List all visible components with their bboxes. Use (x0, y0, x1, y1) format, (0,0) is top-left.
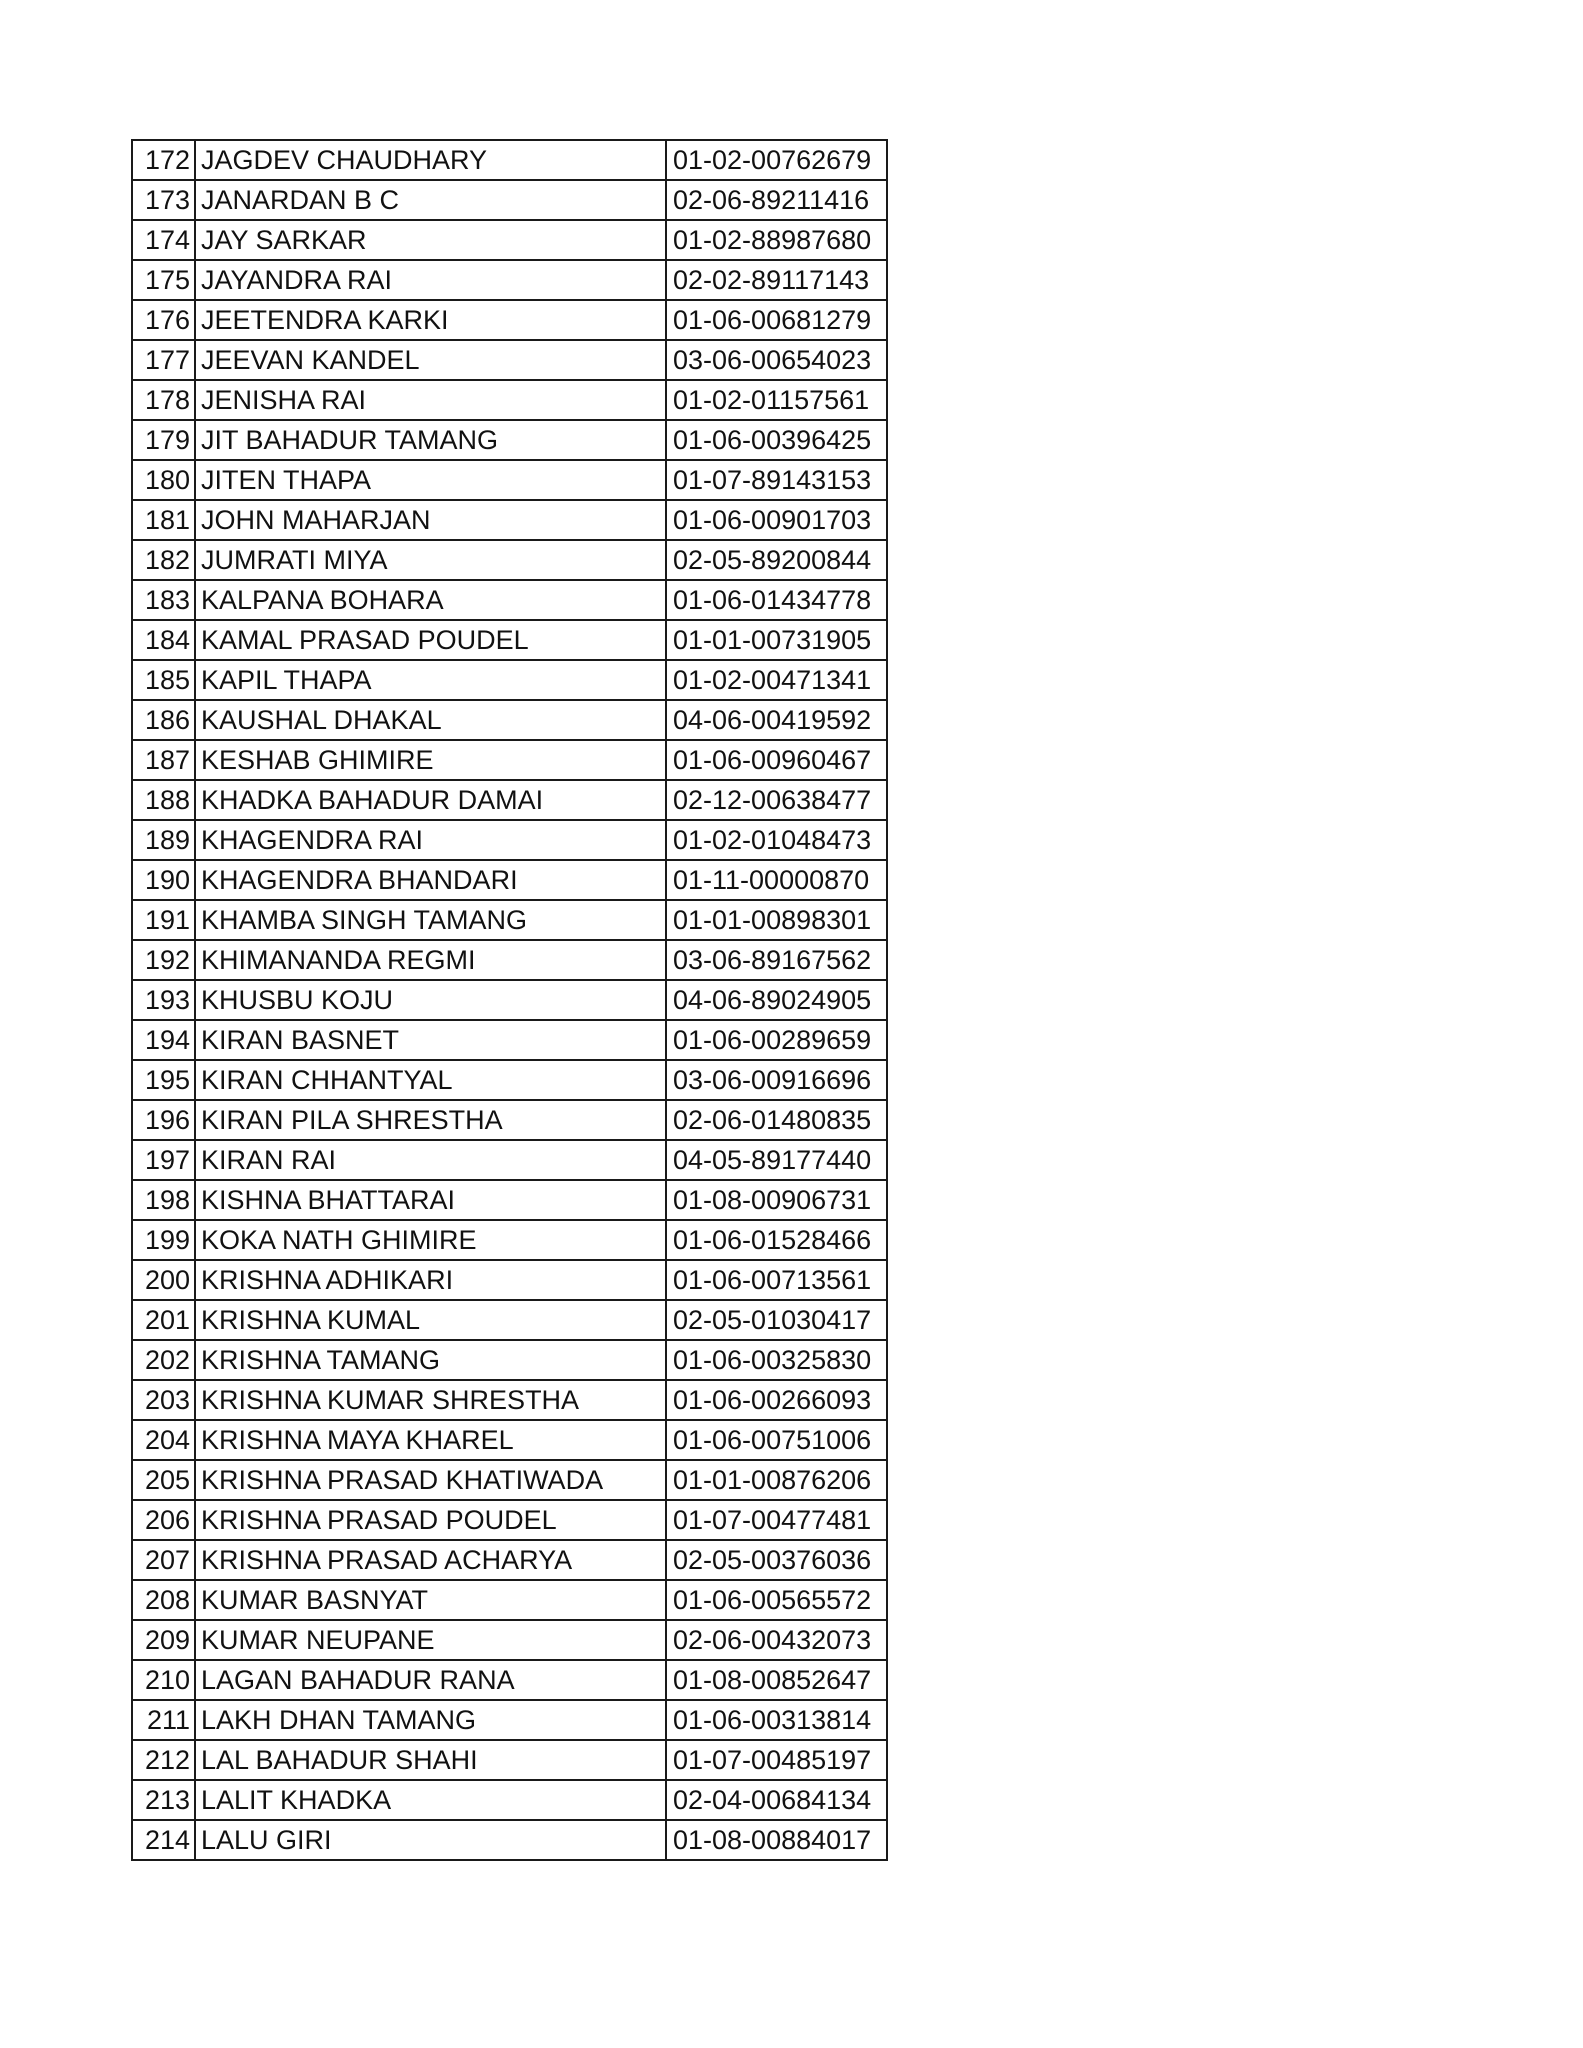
table-row (132, 1300, 887, 1340)
serial-number-cell: 201 (132, 1300, 195, 1340)
name-cell: KRISHNA KUMAL (195, 1300, 666, 1340)
table-row (132, 1340, 887, 1380)
table-row (132, 1460, 887, 1500)
serial-number-cell: 182 (132, 540, 195, 580)
table-row (132, 420, 887, 460)
table-row (132, 140, 887, 180)
id-number-cell: 01-06-00681279 (666, 300, 887, 340)
table-row (132, 820, 887, 860)
name-cell: KISHNA BHATTARAI (195, 1180, 666, 1220)
name-cell: JUMRATI MIYA (195, 540, 666, 580)
table-row (132, 300, 887, 340)
id-number-cell: 01-06-00713561 (666, 1260, 887, 1300)
serial-number-cell: 211 (132, 1700, 195, 1740)
table-row (132, 1420, 887, 1460)
name-cell: LAKH DHAN TAMANG (195, 1700, 666, 1740)
name-cell: KESHAB GHIMIRE (195, 740, 666, 780)
table-row (132, 220, 887, 260)
serial-number-cell: 203 (132, 1380, 195, 1420)
id-number-cell: 01-08-00884017 (666, 1820, 887, 1860)
table-row (132, 1220, 887, 1260)
table-row (132, 1780, 887, 1820)
name-cell: KUMAR NEUPANE (195, 1620, 666, 1660)
id-number-cell: 02-02-89117143 (666, 260, 887, 300)
table-row (132, 780, 887, 820)
table-row (132, 460, 887, 500)
serial-number-cell: 198 (132, 1180, 195, 1220)
name-cell: KIRAN RAI (195, 1140, 666, 1180)
serial-number-cell: 205 (132, 1460, 195, 1500)
serial-number-cell: 188 (132, 780, 195, 820)
id-number-cell: 01-06-01528466 (666, 1220, 887, 1260)
table-row (132, 1020, 887, 1060)
name-cell: KHADKA BAHADUR DAMAI (195, 780, 666, 820)
id-number-cell: 02-06-89211416 (666, 180, 887, 220)
id-number-cell: 01-06-00751006 (666, 1420, 887, 1460)
table-row (132, 1180, 887, 1220)
serial-number-cell: 192 (132, 940, 195, 980)
name-cell: JENISHA RAI (195, 380, 666, 420)
id-number-cell: 03-06-00916696 (666, 1060, 887, 1100)
id-number-cell: 02-05-01030417 (666, 1300, 887, 1340)
name-cell: JAY SARKAR (195, 220, 666, 260)
id-number-cell: 01-07-89143153 (666, 460, 887, 500)
table-row (132, 980, 887, 1020)
id-number-cell: 01-06-00325830 (666, 1340, 887, 1380)
serial-number-cell: 186 (132, 700, 195, 740)
name-cell: JAGDEV CHAUDHARY (195, 140, 666, 180)
member-list-body (132, 140, 887, 1860)
serial-number-cell: 212 (132, 1740, 195, 1780)
id-number-cell: 01-01-00876206 (666, 1460, 887, 1500)
serial-number-cell: 176 (132, 300, 195, 340)
name-cell: JITEN THAPA (195, 460, 666, 500)
id-number-cell: 01-07-00485197 (666, 1740, 887, 1780)
id-number-cell: 03-06-00654023 (666, 340, 887, 380)
serial-number-cell: 173 (132, 180, 195, 220)
id-number-cell: 01-01-00898301 (666, 900, 887, 940)
serial-number-cell: 180 (132, 460, 195, 500)
name-cell: KHAGENDRA BHANDARI (195, 860, 666, 900)
id-number-cell: 01-11-00000870 (666, 860, 887, 900)
serial-number-cell: 193 (132, 980, 195, 1020)
member-list-table (131, 139, 888, 1861)
serial-number-cell: 208 (132, 1580, 195, 1620)
name-cell: KRISHNA PRASAD KHATIWADA (195, 1460, 666, 1500)
id-number-cell: 01-02-88987680 (666, 220, 887, 260)
id-number-cell: 04-06-00419592 (666, 700, 887, 740)
serial-number-cell: 213 (132, 1780, 195, 1820)
table-row (132, 860, 887, 900)
serial-number-cell: 187 (132, 740, 195, 780)
name-cell: KAMAL PRASAD POUDEL (195, 620, 666, 660)
serial-number-cell: 191 (132, 900, 195, 940)
name-cell: KHUSBU KOJU (195, 980, 666, 1020)
table-row (132, 340, 887, 380)
table-row (132, 580, 887, 620)
id-number-cell: 02-06-00432073 (666, 1620, 887, 1660)
id-number-cell: 01-06-00266093 (666, 1380, 887, 1420)
serial-number-cell: 214 (132, 1820, 195, 1860)
table-row (132, 660, 887, 700)
serial-number-cell: 174 (132, 220, 195, 260)
id-number-cell: 01-02-01048473 (666, 820, 887, 860)
name-cell: KHIMANANDA REGMI (195, 940, 666, 980)
table-row (132, 260, 887, 300)
serial-number-cell: 189 (132, 820, 195, 860)
serial-number-cell: 172 (132, 140, 195, 180)
id-number-cell: 02-05-89200844 (666, 540, 887, 580)
id-number-cell: 01-06-00313814 (666, 1700, 887, 1740)
id-number-cell: 01-06-00289659 (666, 1020, 887, 1060)
table-row (132, 1820, 887, 1860)
id-number-cell: 01-01-00731905 (666, 620, 887, 660)
table-row (132, 180, 887, 220)
name-cell: LAGAN BAHADUR RANA (195, 1660, 666, 1700)
name-cell: LAL BAHADUR SHAHI (195, 1740, 666, 1780)
name-cell: KRISHNA ADHIKARI (195, 1260, 666, 1300)
table-row (132, 940, 887, 980)
serial-number-cell: 184 (132, 620, 195, 660)
id-number-cell: 01-02-00471341 (666, 660, 887, 700)
serial-number-cell: 190 (132, 860, 195, 900)
id-number-cell: 01-06-00396425 (666, 420, 887, 460)
name-cell: KRISHNA TAMANG (195, 1340, 666, 1380)
table-row (132, 700, 887, 740)
name-cell: KIRAN BASNET (195, 1020, 666, 1060)
table-row (132, 1500, 887, 1540)
name-cell: JEETENDRA KARKI (195, 300, 666, 340)
serial-number-cell: 196 (132, 1100, 195, 1140)
table-row (132, 1540, 887, 1580)
table-row (132, 740, 887, 780)
name-cell: KUMAR BASNYAT (195, 1580, 666, 1620)
id-number-cell: 01-07-00477481 (666, 1500, 887, 1540)
id-number-cell: 01-08-00906731 (666, 1180, 887, 1220)
table-row (132, 1380, 887, 1420)
serial-number-cell: 178 (132, 380, 195, 420)
id-number-cell: 01-06-00960467 (666, 740, 887, 780)
id-number-cell: 02-06-01480835 (666, 1100, 887, 1140)
name-cell: KOKA NATH GHIMIRE (195, 1220, 666, 1260)
serial-number-cell: 206 (132, 1500, 195, 1540)
id-number-cell: 01-02-01157561 (666, 380, 887, 420)
serial-number-cell: 202 (132, 1340, 195, 1380)
id-number-cell: 02-05-00376036 (666, 1540, 887, 1580)
id-number-cell: 04-06-89024905 (666, 980, 887, 1020)
name-cell: JANARDAN B C (195, 180, 666, 220)
id-number-cell: 02-12-00638477 (666, 780, 887, 820)
id-number-cell: 04-05-89177440 (666, 1140, 887, 1180)
table-row (132, 1660, 887, 1700)
name-cell: JEEVAN KANDEL (195, 340, 666, 380)
name-cell: KIRAN PILA SHRESTHA (195, 1100, 666, 1140)
table-row (132, 540, 887, 580)
id-number-cell: 03-06-89167562 (666, 940, 887, 980)
serial-number-cell: 177 (132, 340, 195, 380)
table-row (132, 1100, 887, 1140)
serial-number-cell: 200 (132, 1260, 195, 1300)
name-cell: KRISHNA PRASAD ACHARYA (195, 1540, 666, 1580)
name-cell: LALIT KHADKA (195, 1780, 666, 1820)
name-cell: KIRAN CHHANTYAL (195, 1060, 666, 1100)
serial-number-cell: 179 (132, 420, 195, 460)
serial-number-cell: 207 (132, 1540, 195, 1580)
name-cell: KAPIL THAPA (195, 660, 666, 700)
name-cell: LALU GIRI (195, 1820, 666, 1860)
table-row (132, 1060, 887, 1100)
table-row (132, 1620, 887, 1660)
table-row (132, 1260, 887, 1300)
name-cell: KAUSHAL DHAKAL (195, 700, 666, 740)
name-cell: JIT BAHADUR TAMANG (195, 420, 666, 460)
id-number-cell: 01-02-00762679 (666, 140, 887, 180)
name-cell: KALPANA BOHARA (195, 580, 666, 620)
id-number-cell: 01-06-00901703 (666, 500, 887, 540)
serial-number-cell: 194 (132, 1020, 195, 1060)
id-number-cell: 01-06-00565572 (666, 1580, 887, 1620)
name-cell: KRISHNA KUMAR SHRESTHA (195, 1380, 666, 1420)
serial-number-cell: 209 (132, 1620, 195, 1660)
serial-number-cell: 183 (132, 580, 195, 620)
id-number-cell: 02-04-00684134 (666, 1780, 887, 1820)
name-cell: KHAGENDRA RAI (195, 820, 666, 860)
serial-number-cell: 204 (132, 1420, 195, 1460)
serial-number-cell: 185 (132, 660, 195, 700)
table-row (132, 1700, 887, 1740)
table-row (132, 380, 887, 420)
serial-number-cell: 181 (132, 500, 195, 540)
name-cell: KHAMBA SINGH TAMANG (195, 900, 666, 940)
serial-number-cell: 197 (132, 1140, 195, 1180)
serial-number-cell: 175 (132, 260, 195, 300)
serial-number-cell: 199 (132, 1220, 195, 1260)
name-cell: JAYANDRA RAI (195, 260, 666, 300)
table-row (132, 1140, 887, 1180)
name-cell: JOHN MAHARJAN (195, 500, 666, 540)
id-number-cell: 01-06-01434778 (666, 580, 887, 620)
table-row (132, 620, 887, 660)
serial-number-cell: 210 (132, 1660, 195, 1700)
table-row (132, 1740, 887, 1780)
table-row (132, 900, 887, 940)
serial-number-cell: 195 (132, 1060, 195, 1100)
table-row (132, 1580, 887, 1620)
id-number-cell: 01-08-00852647 (666, 1660, 887, 1700)
table-row (132, 500, 887, 540)
name-cell: KRISHNA PRASAD POUDEL (195, 1500, 666, 1540)
name-cell: KRISHNA MAYA KHAREL (195, 1420, 666, 1460)
